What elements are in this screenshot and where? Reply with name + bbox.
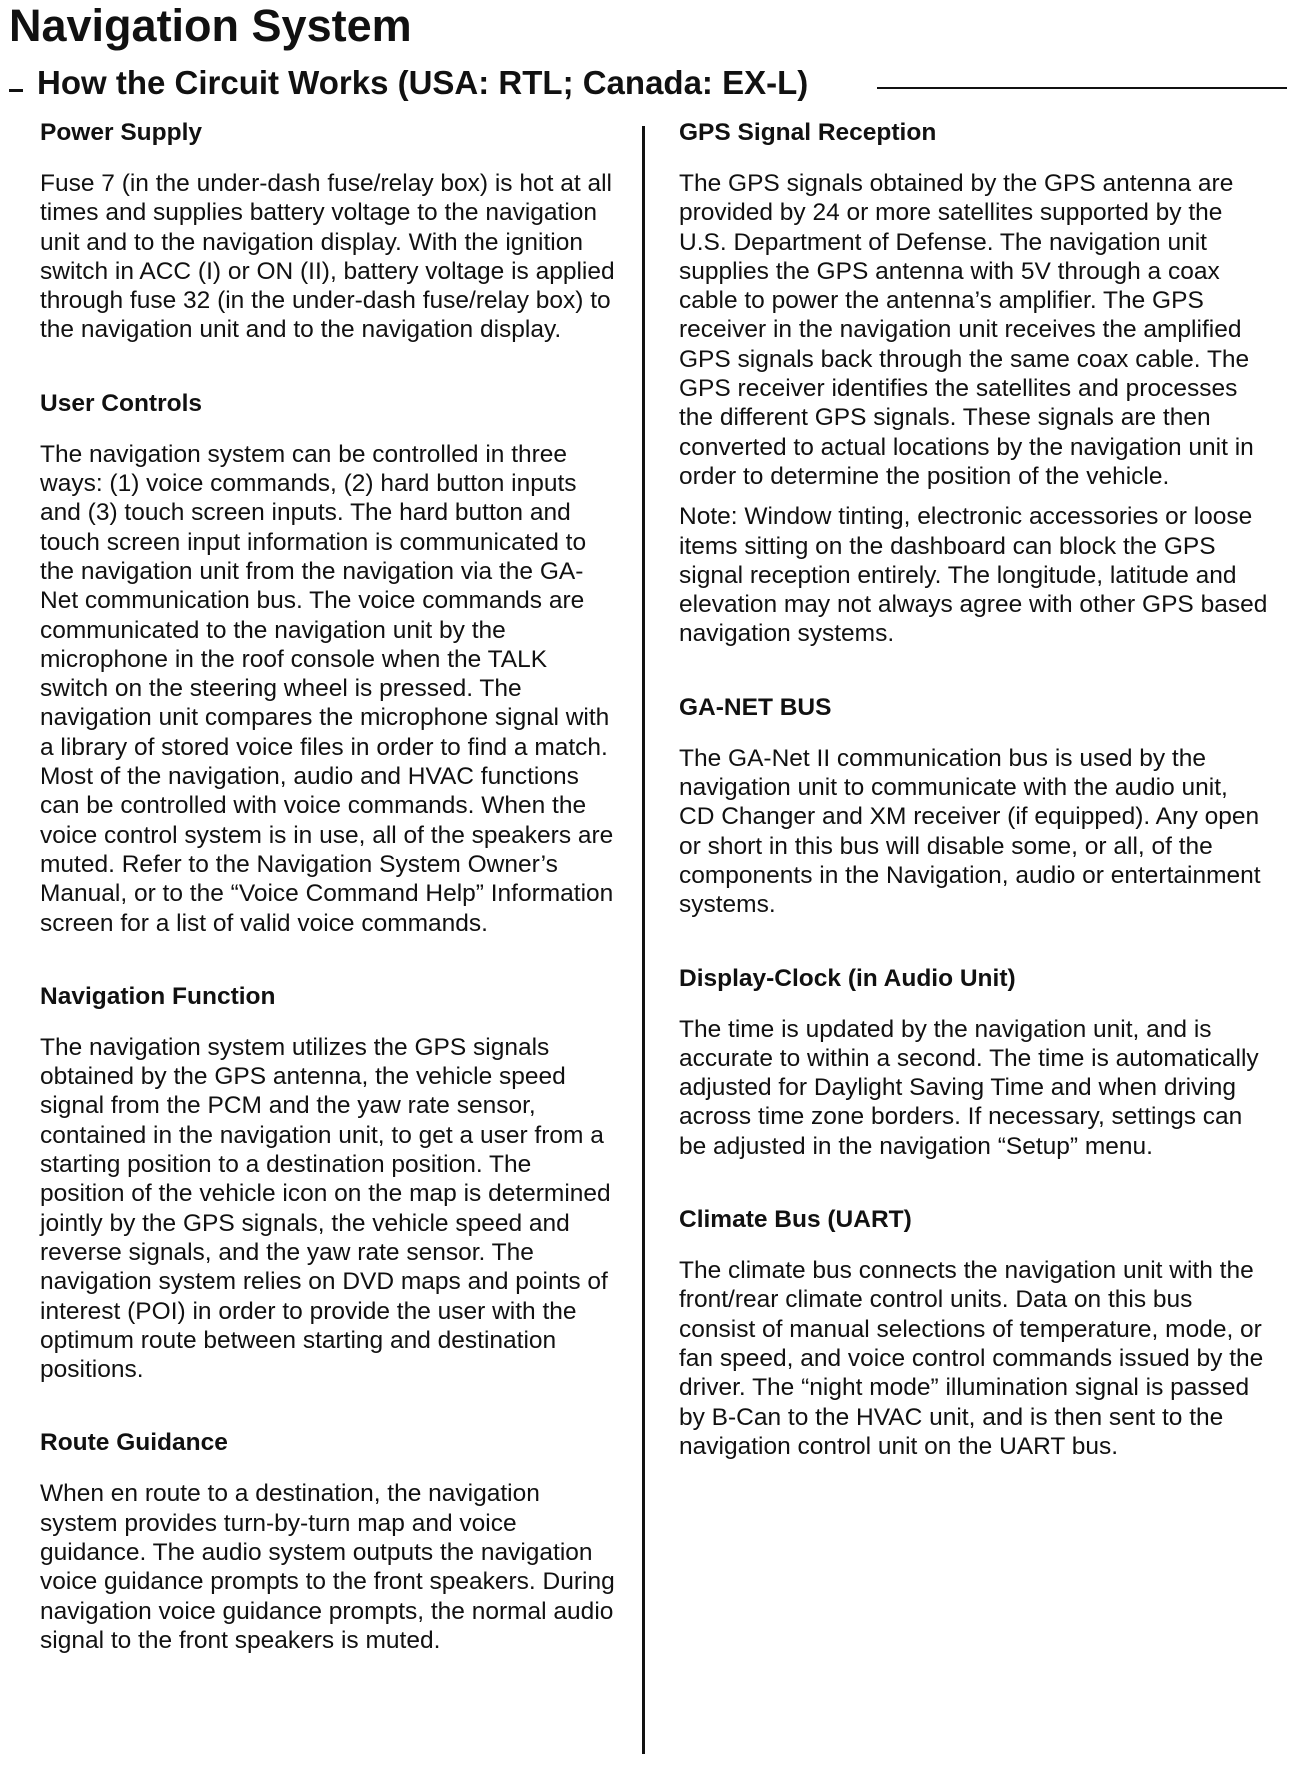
- page-title: Navigation System: [9, 0, 412, 51]
- section-paragraph: The navigation system can be controlled in three ways: (1) voice commands, (2) hard button inputs and (3) touch screen inputs. The hard button and touch screen input information is communicated to the navigation unit from the navigation via the GA-Net communication bus. The voice commands are communicated to the navigation unit by the microphone in the roof console when the TALK switch on the steering wheel is pressed. The navigation unit compares the microphone signal with a library of stored voice files in order to find a match. Most of the navigation, audio and HVAC functions can be controlled with voice commands. When the voice control system is in use, all of the speakers are muted. Refer to the Navigation System Owner’s Manual, or to the “Voice Command Help” Information screen for a list of valid voice commands.: [40, 440, 614, 937]
- column-divider: [642, 126, 645, 1754]
- section-paragraph: The climate bus connects the navigation unit with the front/rear climate control units. Data on this bus consist of manual selections of temperature, mode, or fan speed, and voice control commands issued by the driver. The “night mode” illumination signal is passed by B-Can to the HVAC unit, and is then sent to the navigation control unit on the UART bus.: [679, 1257, 1264, 1460]
- section-paragraph: The GA-Net II communication bus is used by the navigation unit to communicate with the audio unit, CD Changer and XM receiver (if equipped). Any open or short in this bus will disable some, or all, of the components in the Navigation, audio or entertainment systems.: [679, 744, 1261, 919]
- section-paragraph: Fuse 7 (in the under-dash fuse/relay box) is hot at all times and supplies battery voltage to the navigation unit and to the navigation display. With the ignition switch in ACC (I) or ON (II), battery voltage is applied through fuse 32 (in the under-dash fuse/relay box) to the navigation unit and to the navigation display.: [40, 170, 615, 344]
- section-paragraph: The navigation system utilizes the GPS signals obtained by the GPS antenna, the vehicle speed signal from the PCM and the yaw rate sensor, contained in the navigation unit, to get a user from a starting position to a destination position. The position of the vehicle icon on the map is determined jointly by the GPS signals, the vehicle speed and reverse signals, and the yaw rate sensor. The navigation system relies on DVD maps and points of interest (POI) in order to provide the user with the optimum route between starting and destination positions.: [40, 1033, 611, 1384]
- section-heading: GA-NET BUS: [679, 693, 832, 721]
- section-user-controls: [40, 389, 620, 938]
- left-column: [40, 118, 620, 1699]
- section-navigation-function: [40, 982, 620, 1385]
- section-heading: Climate Bus (UART): [679, 1206, 912, 1234]
- subtitle-row: [9, 62, 1281, 104]
- note-paragraph: Note: Window tinting, electronic accessories or loose items sitting on the dashboard can block the GPS signal reception entirely. The longitude, latitude and elevation may not always agree with other GPS based navigation systems.: [679, 503, 1268, 648]
- page-subtitle: How the Circuit Works (USA: RTL; Canada: EX-L): [37, 64, 809, 101]
- right-column: [679, 118, 1269, 1505]
- subtitle-dash: [9, 89, 23, 92]
- section-paragraph: The time is updated by the navigation unit, and is accurate to within a second. The time is automatically adjusted for Daylight Saving Time and when driving across time zone borders. If necessary, settings can be adjusted in the navigation “Setup” menu.: [679, 1015, 1259, 1160]
- subtitle-rule: [877, 87, 1287, 89]
- section-climate-bus: [679, 1205, 1269, 1461]
- section-gps-signal-reception: [679, 118, 1269, 649]
- section-display-clock: [679, 964, 1269, 1161]
- section-paragraph: When en route to a destination, the navigation system provides turn-by-turn map and voice guidance. The audio system outputs the navigation voice guidance prompts to the front speakers. During navigation voice guidance prompts, the normal audio signal to the front speakers is muted.: [40, 1480, 615, 1654]
- section-heading: Navigation Function: [40, 982, 276, 1010]
- section-heading: GPS Signal Reception: [679, 119, 937, 146]
- section-heading: Display-Clock (in Audio Unit): [679, 964, 1016, 992]
- section-power-supply: [40, 118, 620, 345]
- section-heading: User Controls: [40, 389, 203, 417]
- section-ga-net-bus: [679, 693, 1269, 920]
- section-route-guidance: [40, 1428, 620, 1655]
- section-heading: Power Supply: [40, 119, 203, 146]
- section-heading: Route Guidance: [40, 1429, 228, 1457]
- section-paragraph: The GPS signals obtained by the GPS antenna are provided by 24 or more satellites supported by the U.S. Department of Defense. The navigation unit supplies the GPS antenna with 5V through a coax cable to power the antenna’s amplifier. The GPS receiver in the navigation unit receives the amplified GPS signals back through the same coax cable. The GPS receiver identifies the satellites and processes the different GPS signals. These signals are then converted to actual locations by the navigation unit in order to determine the position of the vehicle.: [679, 170, 1254, 490]
